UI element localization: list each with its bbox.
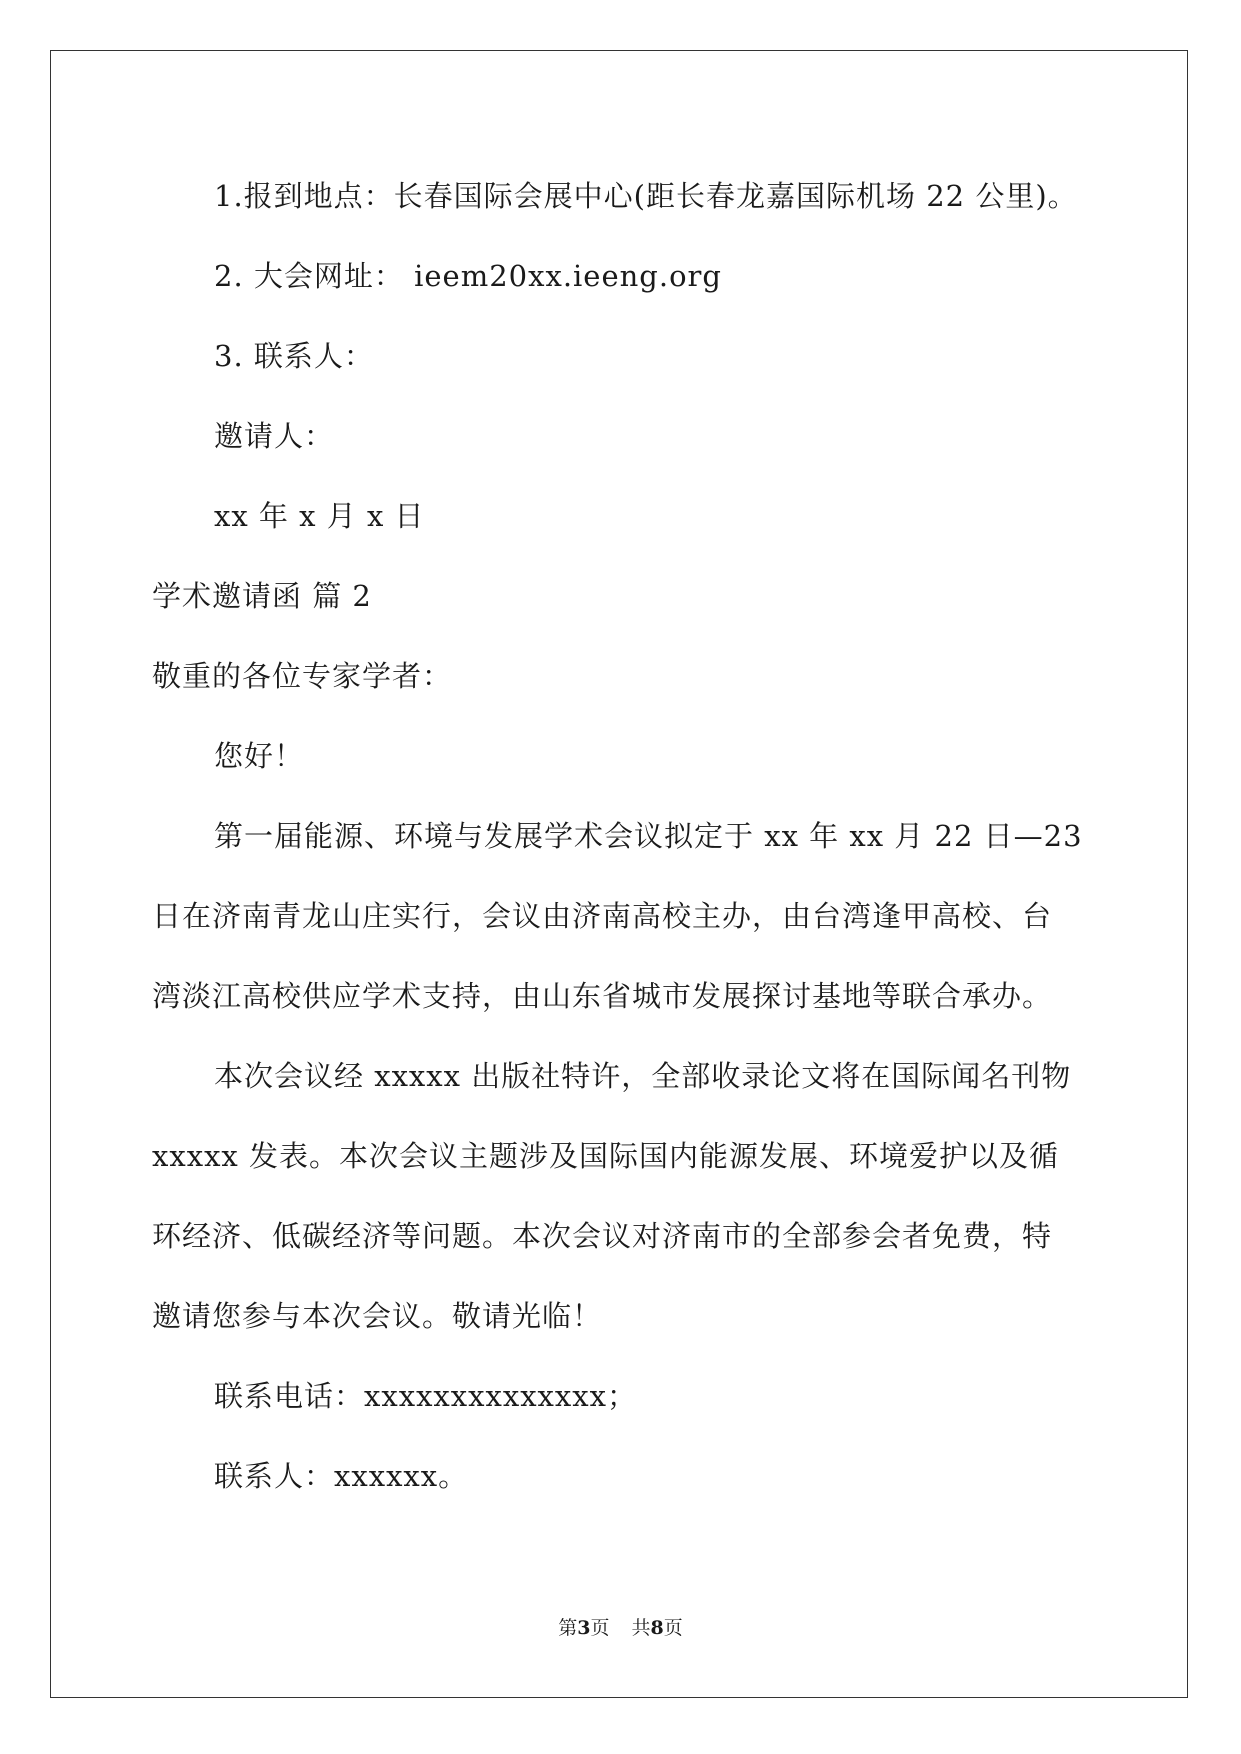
conference-website-line: 2. 大会网址： ieem20xx.ieeng.org — [214, 259, 722, 293]
inviter-line: 邀请人： — [214, 419, 335, 453]
current-page-number: 3 — [577, 1617, 591, 1639]
paragraph-2-line-1: 本次会议经 xxxxx 出版社特许，全部收录论文将在国际闻名刊物 — [214, 1059, 1072, 1093]
section-heading: 学术邀请函 篇 2 — [152, 579, 372, 613]
salutation: 敬重的各位专家学者： — [152, 659, 453, 693]
report-location-line: 1.报到地点：长春国际会展中心(距长春龙嘉国际机场 22 公里)。 — [214, 179, 1078, 213]
paragraph-2-line-3: 环经济、低碳经济等问题。本次会议对济南市的全部参会者免费，特 — [152, 1219, 1053, 1253]
page-footer — [0, 1616, 1241, 1640]
paragraph-2-line-2: xxxxx 发表。本次会议主题涉及国际国内能源发展、环境爱护以及循 — [152, 1139, 1059, 1173]
date-line: xx 年 x 月 x 日 — [214, 499, 425, 533]
contact-phone-line: 联系电话：xxxxxxxxxxxxxx； — [214, 1379, 637, 1413]
greeting: 您好！ — [214, 739, 305, 773]
footer-page-word: 页 — [590, 1617, 610, 1639]
contact-name-line: 联系人：xxxxxx。 — [214, 1459, 469, 1493]
footer-prefix: 第 — [558, 1617, 578, 1639]
paragraph-2-line-4: 邀请您参与本次会议。敬请光临！ — [152, 1299, 603, 1333]
footer-total-prefix: 共 — [631, 1617, 651, 1639]
paragraph-1-line-2: 日在济南青龙山庄实行，会议由济南高校主办，由台湾逢甲高校、台 — [152, 899, 1053, 933]
contact-person-line: 3. 联系人： — [214, 339, 374, 373]
footer-total-suffix: 页 — [663, 1617, 683, 1639]
total-page-number: 8 — [650, 1617, 664, 1639]
page-border — [50, 50, 1188, 1698]
paragraph-1-line-3: 湾淡江高校供应学术支持，由山东省城市发展探讨基地等联合承办。 — [152, 979, 1053, 1013]
paragraph-1-line-1: 第一届能源、环境与发展学术会议拟定于 xx 年 xx 月 22 日—23 — [214, 819, 1083, 853]
